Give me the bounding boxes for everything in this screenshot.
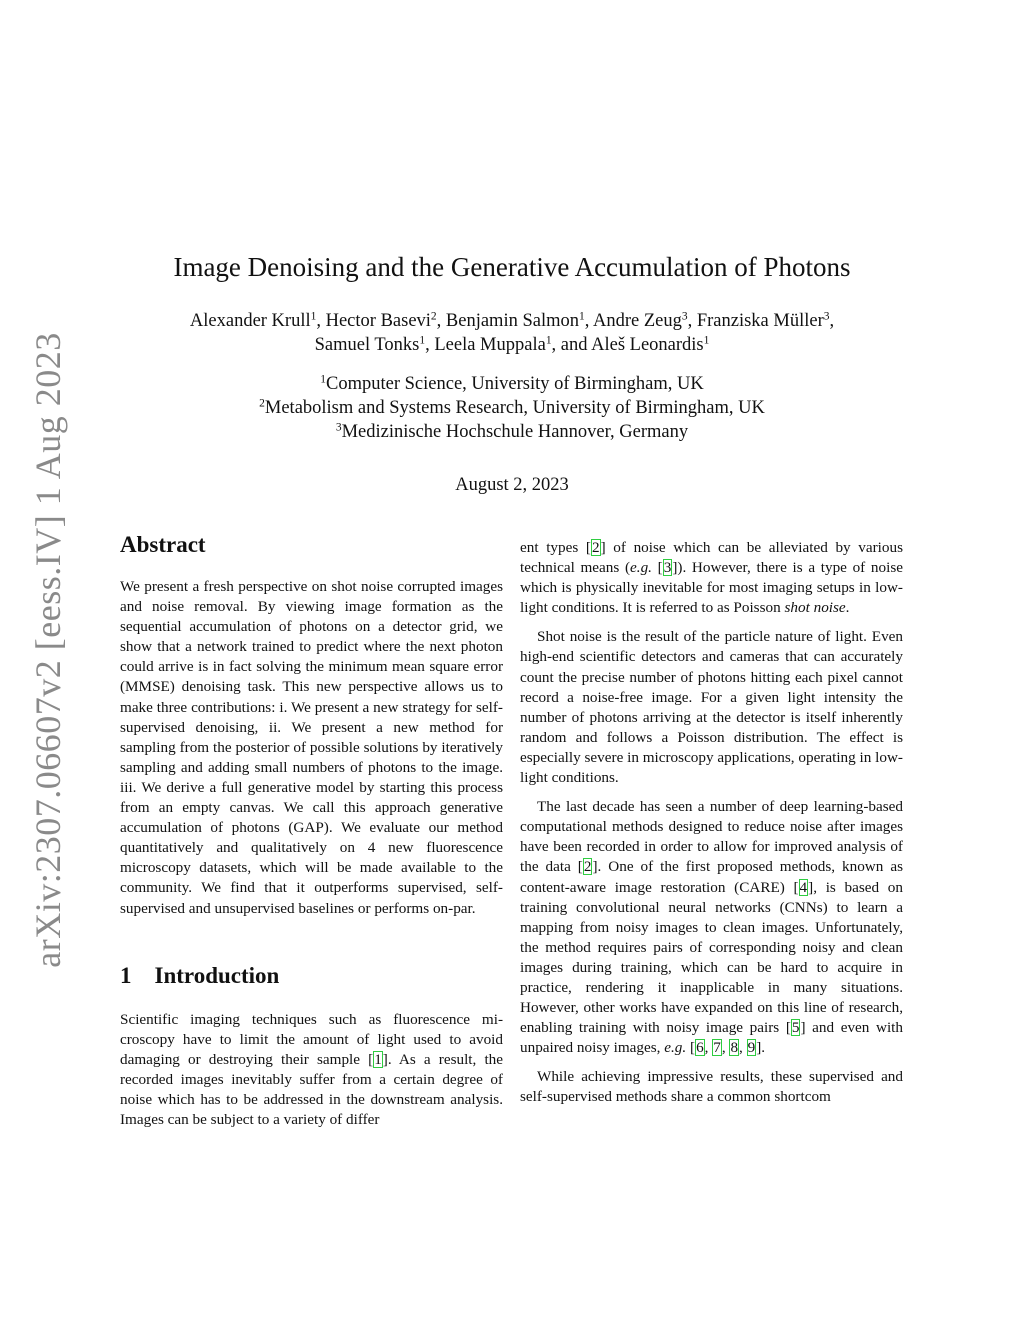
author-name: Samuel Tonks — [314, 335, 420, 355]
text-run: The last decade has seen a number of deep learning-based computational methods designed to reduce noise after images have been recorded in order to allow for improved analysis of the data — [520, 798, 903, 876]
paper-date: August 2, 2023 — [455, 475, 569, 495]
emphasis: e.g. — [664, 1039, 687, 1057]
affiliation — [0, 396, 1024, 420]
citation-link[interactable]: 7 — [713, 1039, 721, 1057]
author-affiliation: 3 — [681, 310, 688, 323]
text-run — [652, 559, 658, 576]
affiliation-number: 2 — [259, 397, 265, 410]
text-run: ). However, there is a type of noise which is physically inevitable for most imaging setups in low-light conditions. It is referred to as Poisson — [520, 559, 903, 617]
citation-link[interactable]: 9 — [747, 1039, 756, 1057]
citation-link[interactable]: 4 — [799, 878, 808, 896]
paragraph: The last decade has seen a number of deep learning-based computational methods designed to reduce noise after images have been recorded in order to allow for improved analysis of the data [2]. One of the first proposed methods, known as content-aware image restoration (CARE) [4], is based on training convolutional neural networks (CNNs) to learn a mapping from noisy images to clean images. Unfortunately, the method requires pairs of corresponding noisy and clean images during training, which can be hard to acquire in practice, rendering it inapplicable in many situations. However, other works have expanded on this line of research, enabling training with noisy image pairs [5] and even with unpaired noisy images, e.g. [6, 7, 8, 9]. — [520, 798, 903, 1057]
arxiv-identifier-text: arXiv:2307.06607v2 [eess.IV] 1 Aug 2023 — [28, 332, 68, 968]
authors-line-1: Alexander Krull$^1$, Hector Basevi$^2$, Benjamin Salmon$^1$, Andre Zeug$^3$, Franziska Müller$^3$, — [189, 310, 835, 331]
paper-title: Image Denoising and the Generative Accumulation of Photons — [173, 252, 851, 282]
section-title: Introduction — [154, 963, 280, 988]
author-name: Leela Muppala — [434, 335, 546, 355]
text-run: . — [761, 1039, 766, 1057]
affiliation-text: Metabolism and Systems Research, University of Birmingham, UK — [264, 398, 765, 418]
right-column — [520, 538, 903, 1108]
citation-link[interactable]: 2 — [591, 539, 600, 556]
author-affiliation: 1 — [703, 334, 710, 347]
citation-link[interactable]: 3 — [663, 559, 672, 577]
text-run: of noise which can be alleviated by various technical means ( — [520, 539, 903, 577]
author-affiliation: 1 — [419, 334, 426, 347]
author-name: Franziska Müller — [696, 311, 824, 331]
affiliation-text: Computer Science, University of Birmingham, UK — [326, 374, 704, 394]
author-name: Benjamin Salmon — [445, 311, 579, 331]
author-affiliation: 1 — [310, 310, 317, 323]
text-run: and even with unpaired noisy images, — [520, 1019, 903, 1057]
citation-link[interactable]: 6 — [696, 1039, 704, 1057]
section-number: 1 — [120, 963, 132, 988]
emphasis: shot noise — [784, 599, 846, 617]
author-name: Alexander Krull — [189, 311, 311, 331]
text-run: . One of the first proposed methods, known as content-aware image restoration (CARE) — [520, 858, 903, 896]
introduction-body — [120, 1010, 503, 1131]
citation-link[interactable]: 8 — [730, 1039, 739, 1057]
citation-link[interactable]: 5 — [791, 1019, 800, 1037]
author-name: Andre Zeug — [592, 311, 682, 331]
paragraph: While achieving impressive results, these supervised and self-supervised methods share a common shortcom — [520, 1068, 903, 1106]
paragraph: ent types [2] of noise which can be alleviated by various technical means (e.g. [3]). However, there is a type of noise which is physically inevitable for most imaging setups in low-light conditions. It is referred to as Poisson shot noise. — [520, 539, 903, 617]
paragraph: Scientific imaging techniques such as fluorescence microscopy have to limit the amount of light used to avoid damaging or destroying their sample [1]. As a result, the recorded images inevitably suffer from a certain degree of noise which has to be addressed in the downstream analysis. Images can be subject to a variety of differ — [120, 1011, 504, 1129]
affiliation-text: Medizinische Hochschule Hannover, Germany — [341, 422, 689, 442]
abstract-body — [120, 577, 503, 919]
abstract-heading: Abstract — [120, 532, 206, 557]
affiliation-number: 1 — [320, 373, 327, 386]
author-affiliation: 1 — [579, 310, 585, 323]
citation-link[interactable]: 2 — [583, 858, 592, 876]
paragraph: Shot noise is the result of the particle nature of light. Even high-end scientific detectors and cameras that can accurately count the precise number of photons hitting each pixel cannot record a noise-free image. For a given light intensity the number of photons arriving at the detector is itself inherently random and follows a Poisson distribution. The effect is especially severe in microscopy applications, operating in low-light conditions. — [520, 628, 903, 787]
text-run: . As a result, the recorded images inevitably suffer from a certain degree of noise which has to be addressed in the downstream analysis. Images can be subject to a variety of differ — [120, 1051, 504, 1129]
author-name: Aleš Leonardis — [591, 335, 704, 355]
affiliation — [0, 420, 1024, 444]
author-affiliation: 3 — [823, 310, 830, 323]
text-run: Scientific imaging techniques such as fluorescence microscopy have to limit the amount of light used to avoid damaging or destroying their sample — [120, 1011, 503, 1069]
author-affiliation: 1 — [545, 334, 552, 347]
author-name: Hector Basevi — [325, 311, 431, 331]
authors-line-2: Samuel Tonks$^1$, Leela Muppala$^1$, and Aleš Leonardis$^1$ — [314, 334, 710, 355]
affiliation — [0, 372, 1024, 396]
emphasis: e.g. — [630, 559, 652, 577]
text-run: , is based on training convolutional neural networks (CNNs) to learn a mapping from noisy images to clean images. Unfortunately, the method requires pairs of corresponding noisy and clean images during training, which can be hard to acquire in practice, rendering it inapplicable in many situations. However, other works have expanded on this line of research, enabling training with noisy image pairs — [520, 878, 903, 1037]
introduction-heading — [120, 963, 503, 989]
text-run: . — [845, 599, 850, 617]
affiliation-number: 3 — [335, 421, 342, 434]
citation-link[interactable]: 1 — [374, 1051, 382, 1069]
abstract-text: We present a fresh perspective on shot noise corrupted images and noise removal. By viewing image formation as the sequential accumulation of photons on a detector grid, we show that a network trained to predict where the next photon could arrive is in fact solving the minimum mean square error (MMSE) denoising task. This new perspective allows us to make three contributions: i. We present a new strategy for self-supervised denoising, ii. We present a new method for sampling from the posterior of possible solutions by iteratively sampling and adding small numbers of photons to the image. iii. We derive a full generative model by starting this process from an empty canvas. We call this approach generative accumulation of photons (GAP). We evaluate our method quantitatively and qualitatively on 4 new fluorescence microscopy datasets, which will be made available to the community. We find that it outperforms supervised, self-supervised and unsupervised baselines or performs on-par. — [120, 578, 503, 917]
text-run: ent types — [520, 539, 586, 556]
author-affiliation: 2 — [430, 310, 437, 323]
text-run — [686, 1039, 690, 1056]
